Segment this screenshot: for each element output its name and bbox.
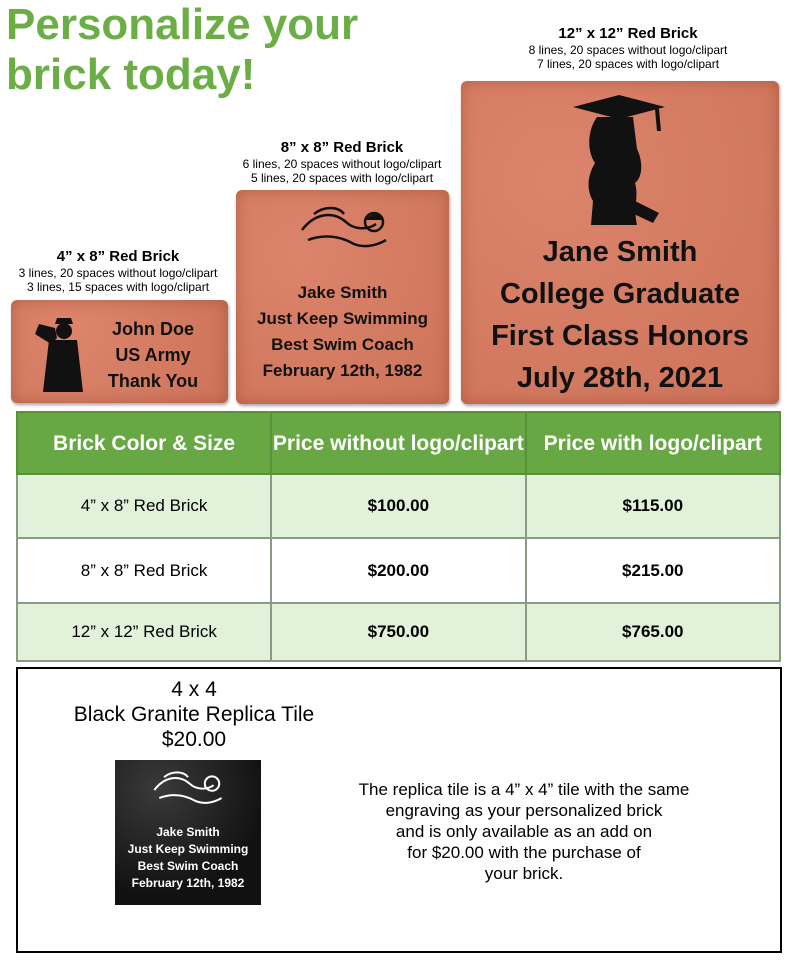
column-header: Price with logo/clipart [526,412,780,474]
brick-spec: 7 lines, 20 spaces with logo/clipart [536,57,720,71]
engraving-line: Thank You [107,371,199,391]
medium-brick-caption [226,139,458,185]
brick-spec: 3 lines, 20 spaces without logo/clipart [18,266,218,280]
table-cell-size: 8” x 8” Red Brick [17,538,271,603]
description-line: and is only available as an add on [395,822,653,841]
brick-title: 8” x 8” Red Brick [280,139,404,156]
replica-heading [44,677,344,752]
page-headline [6,0,358,100]
table-cell-price: $215.00 [526,538,780,603]
engraving-line: February 12th, 1982 [262,361,423,380]
table-row [17,603,780,661]
table-cell-price: $200.00 [271,538,525,603]
table-row [17,474,780,538]
engraving-line: First Class Honors [491,320,749,352]
replica-description [318,779,730,884]
brick-spec: 3 lines, 15 spaces with logo/clipart [26,280,210,294]
brick-spec: 5 lines, 20 spaces with logo/clipart [250,171,434,185]
engraving-line: US Army [115,345,191,365]
large-brick-image [461,81,779,404]
engraving-line: Jake Smith [156,825,220,839]
table-cell-price: $765.00 [526,603,780,661]
column-header: Price without logo/clipart [271,412,525,474]
engraving-line: Just Keep Swimming [127,842,249,856]
description-line: The replica tile is a 4” x 4” tile with the same [358,780,690,799]
replica-tile-panel [16,667,782,953]
engraving-line: Jake Smith [297,283,388,302]
medium-brick-image [236,190,449,404]
saluting-soldier-icon [27,314,87,392]
brick-title: 4” x 8” Red Brick [56,248,180,265]
description-line: your brick. [484,864,564,883]
replica-title: Black Granite Replica Tile [73,703,315,726]
brick-engraving [236,280,449,384]
large-brick-caption [500,25,756,71]
engraving-line: Best Swim Coach [137,859,239,873]
small-brick-caption [6,248,230,294]
table-row [17,538,780,603]
brick-engraving [93,316,213,394]
table-cell-price: $100.00 [271,474,525,538]
table-cell-size: 4” x 8” Red Brick [17,474,271,538]
small-brick-image [11,300,228,403]
tile-engraving [115,824,261,892]
engraving-line: Best Swim Coach [271,335,414,354]
engraving-line: February 12th, 1982 [131,876,245,890]
headline-line: brick today! [6,50,256,99]
replica-price: $20.00 [161,728,227,751]
column-header: Brick Color & Size [17,412,271,474]
table-header-row [17,412,780,474]
description-line: engraving as your personalized brick [385,801,663,820]
replica-size: 4 x 4 [171,678,217,701]
price-table [16,411,781,662]
brick-spec: 6 lines, 20 spaces without logo/clipart [242,157,442,171]
brick-spec: 8 lines, 20 spaces without logo/clipart [528,43,728,57]
headline-line: Personalize your [6,0,359,49]
engraving-line: Jane Smith [542,236,698,268]
swimmer-icon [148,766,228,814]
description-line: for $20.00 with the purchase of [407,843,641,862]
table-cell-price: $750.00 [271,603,525,661]
replica-tile-image [115,760,261,905]
table-cell-price: $115.00 [526,474,780,538]
brick-engraving [461,231,779,399]
swimmer-icon [294,200,394,260]
engraving-line: John Doe [111,319,194,339]
engraving-line: July 28th, 2021 [516,362,724,394]
table-cell-size: 12” x 12” Red Brick [17,603,271,661]
brick-title: 12” x 12” Red Brick [558,25,698,42]
graduate-icon [567,91,667,231]
engraving-line: College Graduate [499,278,741,310]
engraving-line: Just Keep Swimming [257,309,428,328]
